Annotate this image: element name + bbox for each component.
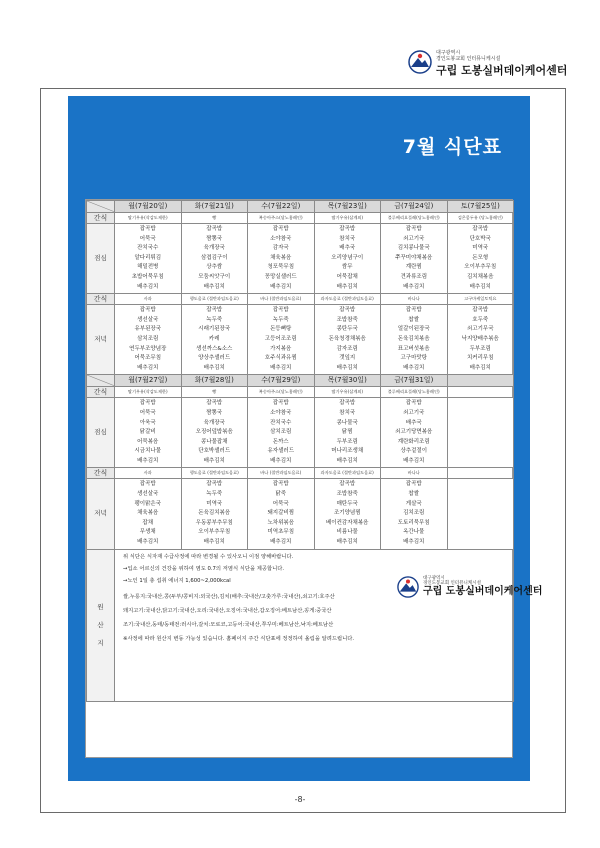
dinner-cell [248,305,315,375]
menu-item: 오이부추무침 [464,264,497,271]
menu-item: 잡곡밥 [272,226,289,232]
dinner-cell [314,305,381,375]
menu-item: 배추김치 [403,283,425,290]
menu-item: 쇠고기당면볶음 [395,429,433,436]
menu-item: 얼갈이된장국 [397,326,430,333]
menu-item: 배추김치 [203,283,225,290]
menu-item: 비름나물 [336,529,358,536]
menu-item: 카레 [208,335,220,342]
snack-label: 간식 [87,387,115,398]
menu-item: 삼치조림 [270,429,292,436]
menu-item: 배추국 [339,245,356,252]
menu-item: 삼겹김구이 [200,254,228,261]
menu-item: 콩나물국 [336,419,358,426]
menu-item: 조기양념찜 [333,510,361,517]
menu-item: 잡곡밥 [405,226,422,232]
menu-item: 쌈무 [341,264,353,271]
menu-item: 배추김치 [469,364,491,371]
menu-item: 짬뽕국 [206,409,223,416]
menu-item: 어묵볶음 [137,438,159,445]
menu-item: 배추김치 [137,283,159,290]
menu-item: 어묵국 [272,500,289,507]
corner-cell [87,375,115,387]
snack-cell: 빵 [181,213,248,224]
menu-item: 돈육청경채볶음 [328,335,366,342]
menu-item: 고등어조조림 [264,335,297,342]
menu-item: 배추김치 [137,539,159,546]
menu-item: 치커리무침 [466,355,494,362]
dinner-cell [447,305,514,375]
menu-item: 잡곡밥 [206,400,223,407]
note-line: 쌀,누룽지:국내산,콩(두부/콩비지:외국산),김치(배추:국내산/고춧가루:국내산),쇠고기:호주산 [123,593,335,600]
snack-cell: 빵 [181,387,248,398]
snack-cell [447,387,514,398]
snack-cell: 검은콩두유 (당노홈레인) [447,213,514,224]
day-header [447,375,514,387]
menu-item: 참치국 [339,409,356,416]
day-header: 월(7월27일) [115,375,182,387]
menu-item: 배추김치 [203,364,225,371]
menu-item: 감자국 [272,245,289,252]
menu-item: 잡곡밥 [472,226,489,232]
lunch-row [87,224,514,294]
origin-label-char: 산 [97,621,104,630]
dinner-label: 저녁 [87,305,115,375]
menu-item: 상추쌈 [206,264,223,271]
lunch-cell [248,224,315,294]
dinner-label: 저녁 [87,479,115,549]
menu-item: 미역국 [206,500,223,507]
menu-item: 돈모형 [472,254,489,261]
menu-item: 호두죽 [472,316,489,323]
menu-item: 무생채 [139,529,156,536]
menu-item: 잔치국수 [270,419,292,426]
menu-item: 쇠고기국 [403,409,425,416]
lunch-cell [314,398,381,468]
day-header: 목(7월30일) [314,375,381,387]
snack-cell: 블루베리요플레(당노홈레인) [381,213,448,224]
menu-item: 배추김치 [137,364,159,371]
menu-item: 우동콩부추무침 [195,519,233,526]
notes-logo-subtitle: 대구광역시 경인도봉교회 인터뮤니케시설 [423,575,481,587]
day-header-row [87,201,514,213]
lunch-label: 점심 [87,224,115,294]
menu-item: 가지볶음 [270,345,292,352]
snack-label: 간식 [87,294,115,305]
menu-item: 생선살국 [137,491,159,498]
menu-item: 매탄두국 [336,500,358,507]
lunch-label: 점심 [87,398,115,468]
menu-item: 꽁망실샐러드 [264,273,297,280]
center-logo-icon [408,50,432,74]
menu-item: 단호박국 [469,235,491,242]
dinner-cell [181,479,248,549]
menu-item: 닭찜 [341,429,353,436]
dinner-cell [115,479,182,549]
menu-item: 조밥참죽 [336,491,358,498]
dinner-cell [381,305,448,375]
menu-item: 김치콩나물국 [397,245,430,252]
lunch-cell [447,398,514,468]
snack-cell: 바나나 [381,294,448,305]
dinner-row [87,305,514,375]
lunch-cell [181,224,248,294]
snack-cell: 딸기우유(삼계외) [314,387,381,398]
snack-label: 간식 [87,468,115,479]
menu-item: 두부조림 [469,345,491,352]
menu-item: 잡곡밥 [339,226,356,232]
snack-label: 간식 [87,213,115,224]
menu-item: 배추김치 [469,283,491,290]
snack-cell: 사과 [115,294,182,305]
origin-label-char: 지 [97,639,104,648]
menu-item: 호주식과유찜 [264,355,297,362]
menu-item: 쇠고기무국 [466,326,494,333]
menu-item: 소야참국 [270,235,292,242]
menu-item: 잡곡밥 [139,307,156,314]
note-line: 조기:국내산,동태/동태전:러시아,갈치:모로코,고등어:국내산,쭈꾸미:베트남산,낙지:베트남산 [123,621,334,628]
lunch-cell [314,224,381,294]
menu-item: 잡곡밥 [139,226,156,232]
menu-item: 돼지갈비찜 [267,510,295,517]
note-line: →입소 어르신의 건강을 위하여 염도 0.7의 저염식 식단을 제공합니다. [123,565,285,572]
menu-item: 계란화리조림 [397,438,430,445]
page-number: -8- [294,795,306,804]
menu-item: 잡곡밥 [206,481,223,488]
menu-item: 채육볶음 [137,510,159,517]
snack-cell [447,468,514,479]
menu-item: 소야참국 [270,409,292,416]
menu-item: 어묵국 [139,409,156,416]
menu-item: 잡채 [142,519,154,526]
snack-cell: 복숭아주스(달노홈레인) [248,213,315,224]
day-header-row [87,375,514,387]
origin-label-char: 원 [97,603,104,612]
menu-item: 배추김치 [403,457,425,464]
menu-item: 잡곡밥 [339,400,356,407]
menu-item: 배추김치 [203,539,225,546]
dinner-cell [381,479,448,549]
menu-item: 잡곡밥 [139,481,156,488]
snack-cell: 과자도음료 (절반과임도음료) [314,468,381,479]
menu-item: 유자샐러드 [267,448,295,455]
menu-item: 표고버섯볶음 [397,345,430,352]
dinner-cell [314,479,381,549]
menu-item: 잡곡밥 [405,400,422,407]
day-header: 수(7월22일) [248,201,315,213]
snack-row [87,468,514,479]
snack-row [87,294,514,305]
menu-item: 고구마맛탕 [400,355,428,362]
menu-item: 잡곡밥 [472,307,489,314]
menu-item: 양상추샐러드 [198,355,231,362]
dinner-cell [447,479,514,549]
day-header: 수(7월29일) [248,375,315,387]
header-logo [408,48,568,78]
menu-item: 어묵잡채 [336,273,358,280]
menu-item: 어묵조무침 [134,355,162,362]
note-line: →노인 1일 총 섭취 에너지 1,600~2,000kcal [123,577,231,584]
menu-item: 녹두죽 [272,316,289,323]
menu-item: 잡곡밥 [139,400,156,407]
header-logo-subtitle: 대구광역시 경인도봉교회 인터뮤니케시설 [436,50,501,62]
lunch-row [87,398,514,468]
snack-cell: 행도음료 (절반과임도음료) [181,468,248,479]
menu-item: 계란찜 [405,264,422,271]
snack-cell: 바나 (절반과임도음료) [248,468,315,479]
lunch-cell [115,398,182,468]
menu-item: 견과류조림 [400,273,428,280]
menu-item: 아욱국 [139,419,156,426]
menu-item: 채육볶음 [270,254,292,261]
menu-item: 시금치나물 [134,448,162,455]
menu-item: 녹두죽 [206,316,223,323]
menu-item: 배추김치 [336,539,358,546]
menu-item: 모둠씨앗구이 [198,273,231,280]
menu-item: 짬뽕국 [206,235,223,242]
note-line: ※사정에 따라 원산지 변동 가능성 있습니다. 홈페이지 주간 식단표에 정정하여 올림을 알려드립니다. [123,635,355,642]
corner-cell [87,201,115,213]
menu-item: 잡곡밥 [405,307,422,314]
dinner-cell [115,305,182,375]
header-logo-name: 구립 도봉실버데이케어센터 [436,64,568,77]
menu-item: 연두부조양념장 [129,345,167,352]
menu-item: 도토리묵무침 [397,519,430,526]
diagonal-divider-icon [87,201,115,212]
lunch-cell [381,224,448,294]
snack-cell: 블루베리요플레(당노홈레인) [381,387,448,398]
menu-item: 초밥어묵무침 [131,273,164,280]
menu-item: 배추국 [405,419,422,426]
snack-cell: 딸기우유(삼계외) [314,213,381,224]
snack-cell: 복숭아주스(달노홈레인) [248,387,315,398]
menu-item: 참치국 [339,235,356,242]
menu-item: 어묵국 [139,235,156,242]
menu-item: 육개장국 [203,419,225,426]
menu-item: 잡곡밥 [206,226,223,232]
menu-item: 오징어덮밥볶음 [195,429,233,436]
menu-item: 베이컨감자채볶음 [325,519,369,526]
snack-cell: 행도음료 (절반과임도음료) [181,294,248,305]
menu-item: 미역국 [472,245,489,252]
menu-item: 배추김치 [336,457,358,464]
menu-item: 시래기된장국 [198,326,231,333]
menu-item: 배추김치 [403,539,425,546]
menu-item: 삼치조림 [137,335,159,342]
lunch-cell [115,224,182,294]
menu-item: 잡곡밥 [272,307,289,314]
snack-row [87,213,514,224]
menu-item: 게살국 [405,500,422,507]
menu-item: 팽이맑은국 [134,500,162,507]
menu-item: 잡곡밥 [272,481,289,488]
day-header: 화(7월28일) [181,375,248,387]
snack-row [87,387,514,398]
day-header: 월(7월20일) [115,201,182,213]
menu-item: 상추겉절이 [400,448,428,455]
menu-item: 해밀전병 [137,264,159,271]
menu-item: 배추김치 [270,364,292,371]
menu-item: 오이부추무침 [198,529,231,536]
lunch-cell [381,398,448,468]
snack-cell: 과자도음료 (절반과임도음료) [314,294,381,305]
menu-item: 콩나물잡채 [200,438,228,445]
menu-item: 배추김치 [403,364,425,371]
menu-item: 잔치국수 [137,245,159,252]
dinner-cell [181,305,248,375]
page-title: 7월 식단표 [402,136,502,158]
menu-item: 조밥참죽 [336,316,358,323]
dinner-row [87,479,514,549]
menu-item: 노차위볶음 [267,519,295,526]
menu-item: 잡곡밥 [405,481,422,488]
menu-item: 배추김치 [203,457,225,464]
center-logo-icon [397,576,419,598]
menu-item: 잡곡밥 [206,307,223,314]
menu-item: 돈육김치볶음 [397,335,430,342]
menu-item: 배추김치 [336,283,358,290]
menu-item: 잡곡밥 [272,400,289,407]
dinner-cell [248,479,315,549]
menu-item: 김치조림 [403,510,425,517]
note-line: 위 식단은 식자재 수급사정에 따라 변경될 수 있사오니 이점 양해바랍니다. [123,553,294,560]
notes-row [87,549,514,701]
menu-item: 갯잎지 [339,355,356,362]
menu-item: 미역초무침 [267,529,295,536]
title-bar [68,128,530,166]
diagonal-divider-icon [87,375,115,386]
menu-item: 단호박샐러드 [198,448,231,455]
lunch-cell [447,224,514,294]
menu-item: 닭죽 [275,491,287,498]
menu-item: 잡곡밥 [339,481,356,488]
day-header: 금(7월31일) [381,375,448,387]
menu-item: 쇠고기국 [403,235,425,242]
menu-item: 닭갈비 [139,429,156,436]
notes-box [115,549,543,701]
notes-logo [397,575,543,604]
menu-item: 돈등뼈탕 [270,326,292,333]
day-header: 토(7월25일) [447,201,514,213]
menu-item: 두부조림 [336,438,358,445]
snack-cell: 사과 [115,468,182,479]
day-header: 목(7월23일) [314,201,381,213]
menu-item: 잡곡밥 [339,307,356,314]
menu-item: 청포묵무침 [267,264,295,271]
menu-item: 유부된장국 [134,326,162,333]
note-line: 돼지고기:국내산,닭고기:국내산,오리:국내산,오징어:국내산,갑오징어:베트남산,꽁게:중국산 [123,607,332,614]
snack-cell: 딸기우유(삭감도제한) [115,387,182,398]
menu-item: 김치채볶음 [466,273,494,280]
day-header: 금(7월24일) [381,201,448,213]
menu-sheet [85,199,543,758]
menu-item: 콩탄두국 [336,326,358,333]
menu-item: 생선살국 [137,316,159,323]
menu-item: 생선까스&소스 [196,345,233,352]
menu-item: 쭈꾸미야채볶음 [395,254,433,261]
snack-cell: 딸기우유(삭감도제한) [115,213,182,224]
menu-item: 배추김치 [270,539,292,546]
menu-item: 배추김치 [270,457,292,464]
day-header: 화(7월21일) [181,201,248,213]
menu-item: 돈육김치볶음 [198,510,231,517]
menu-item: 알다리튀김 [134,254,162,261]
origin-label [87,549,115,701]
menu-item: 옥간나물 [403,529,425,536]
menu-item: 돈까스 [272,438,289,445]
lunch-cell [181,398,248,468]
snack-cell: 바나나 [381,468,448,479]
menu-item: 배추김치 [270,283,292,290]
menu-item: 찹쌀 [408,316,420,323]
snack-cell: 고구마케일토틱요 [447,294,514,305]
notes-logo-name: 구립 도봉실버데이케어센터 [423,585,543,597]
menu-item: 배추김치 [336,364,358,371]
snack-cell: 바나 (절반과임도음료) [248,294,315,305]
menu-item: 배추김치 [137,457,159,464]
menu-item: 녹두죽 [206,491,223,498]
menu-item: 오리양념구이 [331,254,364,261]
menu-item: 낙지양배추볶음 [461,335,499,342]
menu-item: 감자조림 [336,345,358,352]
menu-table [86,200,543,702]
menu-item: 머나리조생채 [331,448,364,455]
menu-item: 육개장국 [203,245,225,252]
lunch-cell [248,398,315,468]
menu-item: 찹쌀 [408,491,420,498]
